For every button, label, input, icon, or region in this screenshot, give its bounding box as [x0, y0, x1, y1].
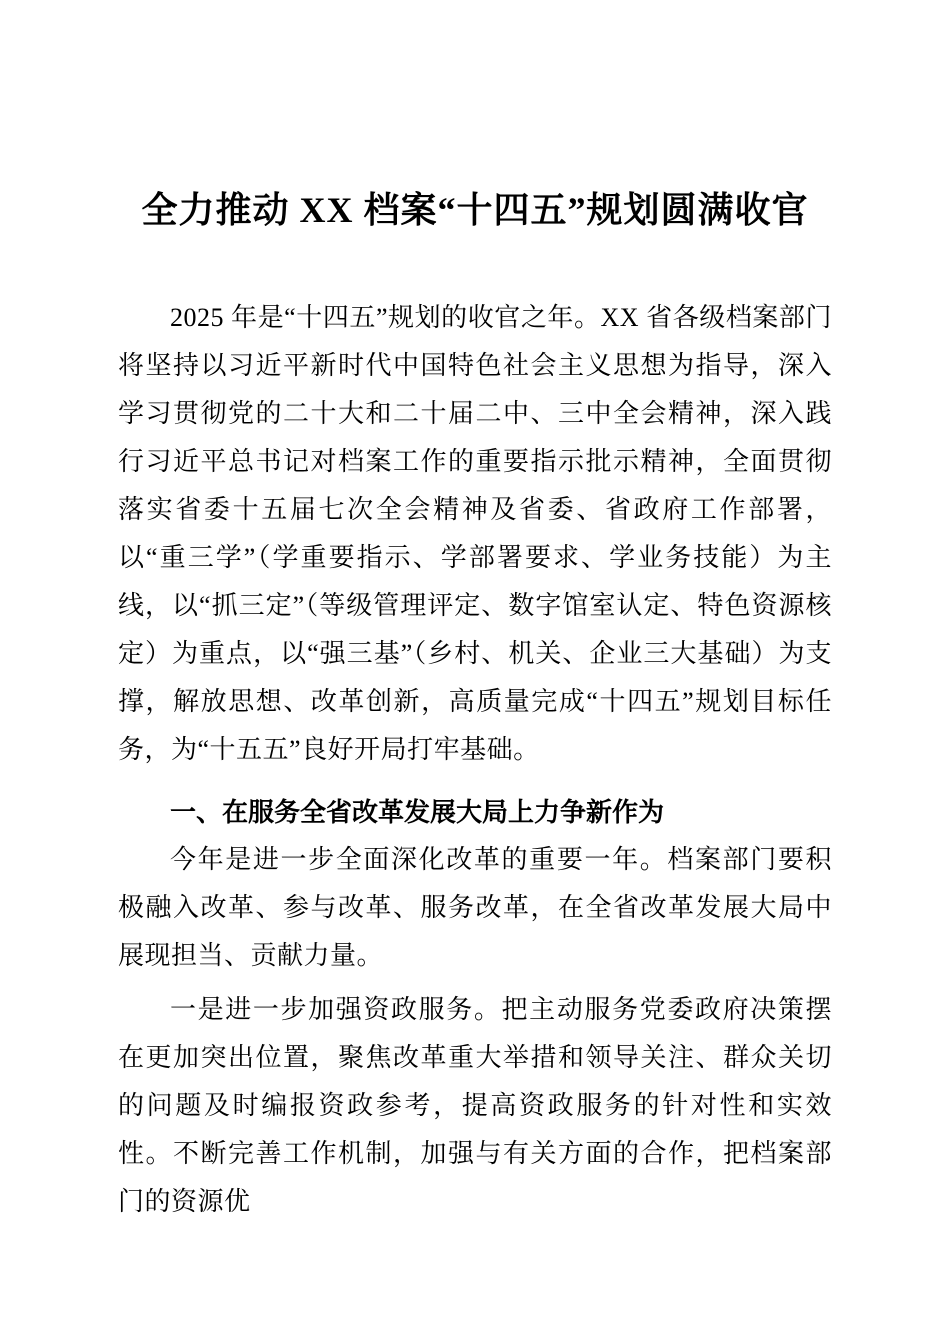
paragraph-point-one: 一是进一步加强资政服务。把主动服务党委政府决策摆在更加突出位置，聚焦改革重大举措和领导关注、群众关切的问题及时编报资政参考，提高资政服务的针对性和实效性。不断完善工作机制，加强与有关方面的合作，把档案部门的资源优 [118, 995, 832, 1216]
paragraph-overview: 今年是进一步全面深化改革的重要一年。档案部门要积极融入改革、参与改革、服务改革，在全省改革发展大局中展现担当、贡献力量。 [118, 845, 832, 970]
section-heading: 一、在服务全省改革发展大局上力争新作为 [170, 797, 665, 827]
paragraph-intro: 2025 年是“十四五”规划的收官之年。XX 省各级档案部门将坚持以习近平新时代中国特色社会主义思想为指导，深入学习贯彻党的二十大和二十届二中、三中全会精神，深入践行习近平总书记对档案工作的重要指示批示精神，全面贯彻落实省委十五届七次全会精神及省委、省政府工作部署，以“重三学”（学重要指示、学部署要求、学业务技能）为主线，以“抓三定”（等级管理评定、数字馆室认定、特色资源核定）为重点，以“强三基”（乡村、机关、企业三大基础）为支撑，解放思想、改革创新，高质量完成“十四五”规划目标任务，为“十五五”良好开局打牢基础。 [118, 303, 832, 764]
document-body [118, 294, 832, 1226]
document-title: 全力推动 XX 档案“十四五”规划圆满收官 [141, 190, 809, 230]
